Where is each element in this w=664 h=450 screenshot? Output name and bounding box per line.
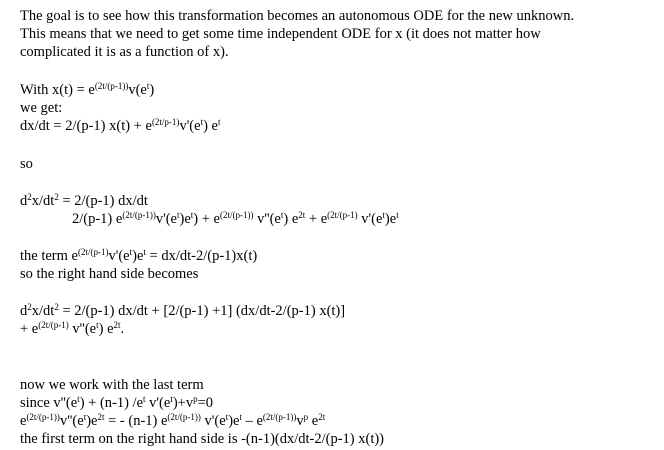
we-get-label: we get: (20, 100, 63, 116)
since-equation: since $v''(e^t) + (n-1)$ $/e^t$ $v'(e^t)+v^p=0$ (20, 394, 214, 411)
intro-line-2: This means that we need to get some time independent ODE for x (it does not matter how (20, 26, 541, 42)
second-derivative-line-2: 2/(p-1) $e^{(2t/(p-1))}v'(e^t)e^t) + e^{(2t/(p-1))}$ $v''(e^t) e^{2t} + e^{(2t/(p-1)}$ $v'(e^t)e^t$ (72, 210, 399, 227)
second-derivative-line-1: $d^2x/dt^2 = 2/(p-1)$ dx/dt (20, 192, 148, 209)
rhs-equation-line-1: $d^2x/dt^2 = 2/(p-1) dx/dt + [2/(p-1) +1]$ (dx/dt-2/(p-1) x(t)] (20, 302, 346, 319)
last-term-label: now we work with the last term (20, 377, 204, 393)
with-definition: With $x(t) = e^{(2t/(p-1))}v(e^t)$ (20, 81, 155, 98)
rhs-equation-line-2: + $e^{(2t/(p-1)}$ $v''(e^t)$ $e^{2t}$. (20, 320, 125, 337)
dxdt-equation: dx/dt = 2/(p-1) $x(t) + e^{(2t/p-1)}v'(e^t)$ $e^t$ (20, 117, 221, 134)
term-identity: the term $e^{(2t/(p-1)}v'(e^t)e^t = dx/dt-2/(p-1)x(t)$ (20, 247, 258, 264)
rhs-becomes-label: so the right hand side becomes (20, 266, 199, 282)
so-label: so (20, 156, 33, 172)
first-term-conclusion: the first term on the right hand side is -(n-1)(dx/dt-2/(p-1) x(t)) (20, 431, 385, 447)
intro-line-1: The goal is to see how this transformation becomes an autonomous ODE for the new unknown. (20, 8, 575, 24)
intro-line-3: complicated it is as a function of x). (20, 44, 229, 60)
last-term-equation: $e^{(2t/(p-1))}v''(e^t)e^{2t}$ = - (n-1) $e^{(2t/(p-1))}$ $v'(e^t)e^t - e^{(2t/(p-1))}v^p$ $e^{2t}$ (20, 412, 326, 429)
